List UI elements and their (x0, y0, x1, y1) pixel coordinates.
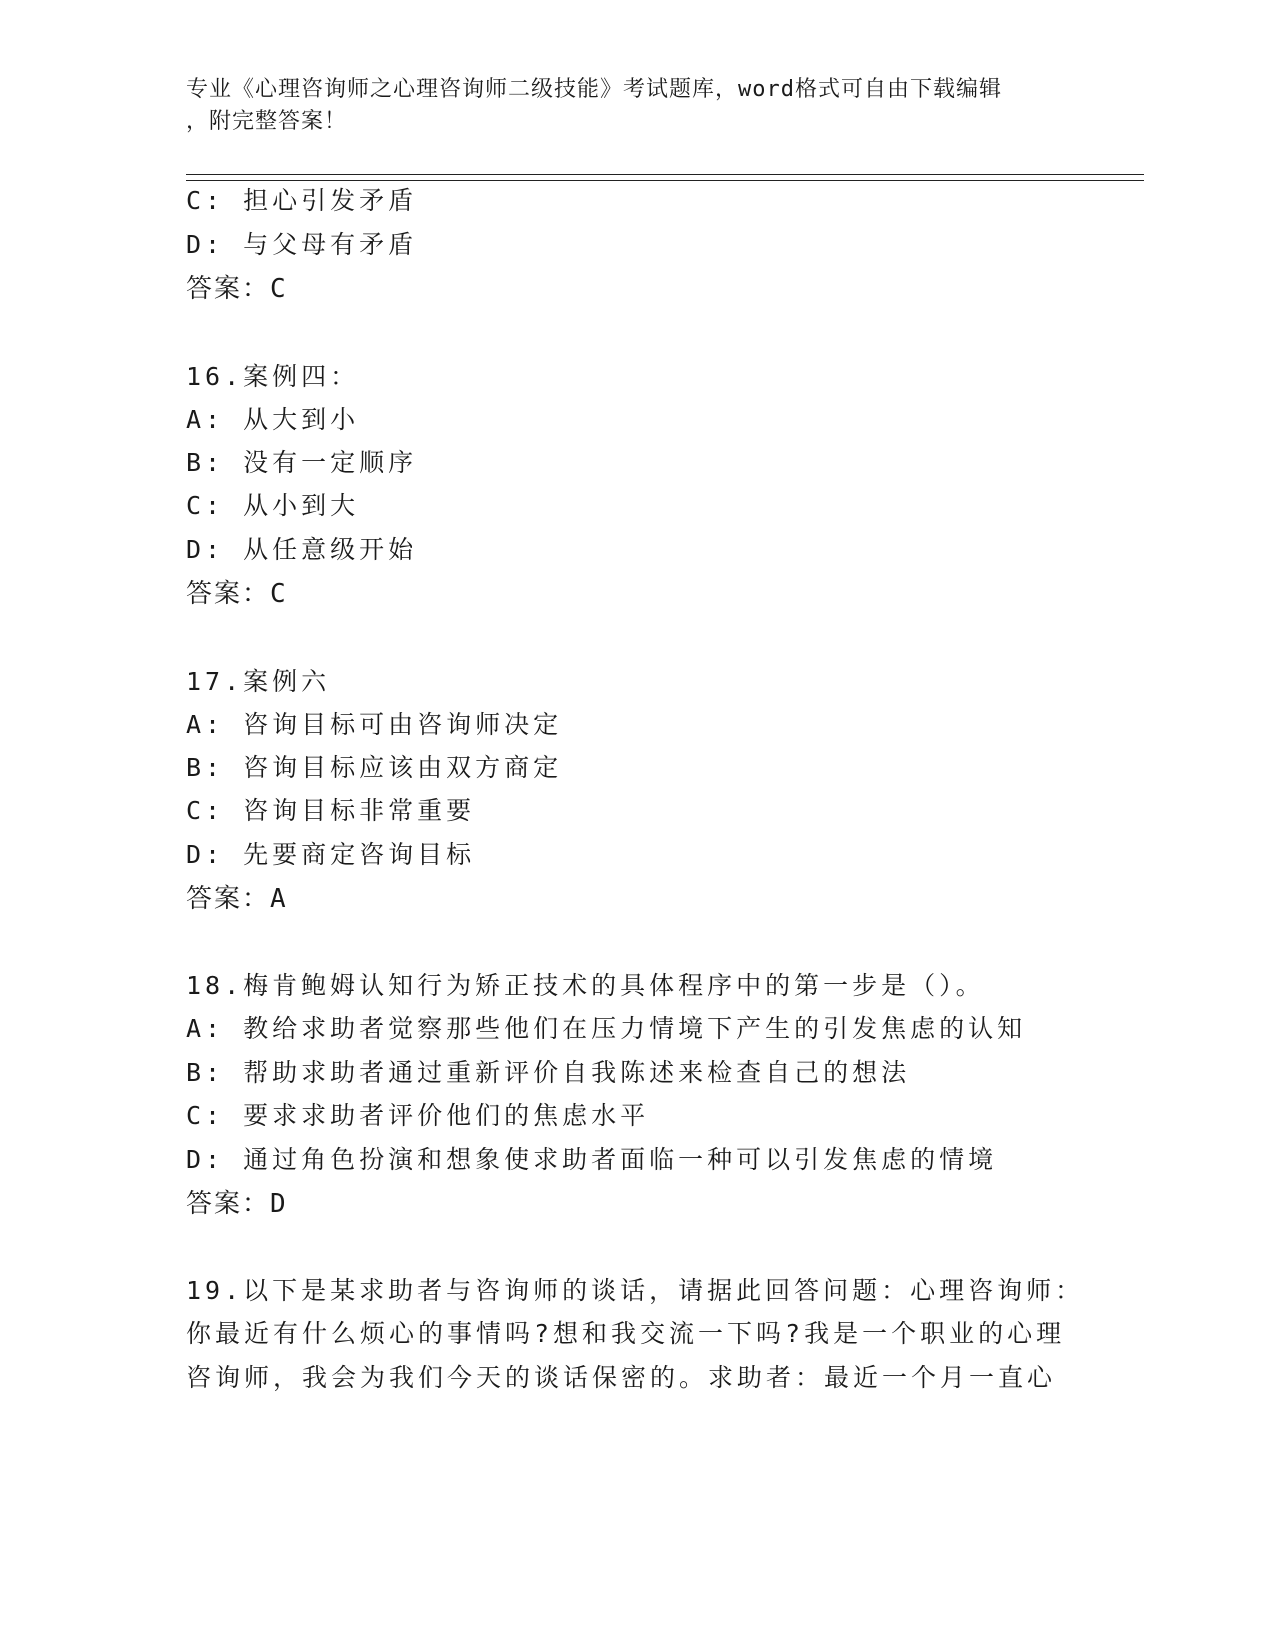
q19-stem-line-2: 你最近有什么烦心的事情吗?想和我交流一下吗?我是一个职业的心理 (186, 1319, 1066, 1348)
q18-answer: 答案：D (186, 1189, 288, 1219)
q19-stem-line-1: 19.以下是某求助者与咨询师的谈话，请据此回答问题：心理咨询师： (186, 1276, 1085, 1305)
q16-option-b: B: 没有一定顺序 (186, 448, 418, 477)
q17-option-a: A: 咨询目标可由咨询师决定 (186, 710, 563, 739)
q18-option-b: B: 帮助求助者通过重新评价自我陈述来检查自己的想法 (186, 1058, 911, 1087)
q16-option-c: C: 从小到大 (186, 491, 360, 520)
q17-answer: 答案：A (186, 884, 288, 914)
q17-stem: 17.案例六 (186, 667, 331, 696)
header-rule-bottom (186, 180, 1144, 181)
q15-option-c: C: 担心引发矛盾 (186, 186, 418, 215)
header-rule-top (186, 174, 1144, 175)
q18-stem: 18.梅肯鲍姆认知行为矫正技术的具体程序中的第一步是（）。 (186, 971, 985, 1000)
q15-option-d: D: 与父母有矛盾 (186, 230, 418, 259)
header-line-1: 专业《心理咨询师之心理咨询师二级技能》考试题库，word格式可自由下载编辑 (186, 77, 1002, 102)
q19-stem-line-3: 咨询师，我会为我们今天的谈话保密的。求助者：最近一个月一直心 (186, 1363, 1057, 1392)
q15-answer: 答案：C (186, 274, 288, 304)
q18-option-d: D: 通过角色扮演和想象使求助者面临一种可以引发焦虑的情境 (186, 1145, 998, 1174)
q17-option-c: C: 咨询目标非常重要 (186, 796, 476, 825)
q18-option-a: A: 教给求助者觉察那些他们在压力情境下产生的引发焦虑的认知 (186, 1014, 1027, 1043)
page-header (186, 74, 1086, 138)
q16-option-d: D: 从任意级开始 (186, 535, 418, 564)
q16-stem: 16.案例四： (186, 362, 360, 391)
q17-option-b: B: 咨询目标应该由双方商定 (186, 753, 563, 782)
q18-option-c: C: 要求求助者评价他们的焦虑水平 (186, 1101, 650, 1130)
q16-answer: 答案：C (186, 579, 288, 609)
q17-option-d: D: 先要商定咨询目标 (186, 840, 476, 869)
header-line-2: ，附完整答案！ (186, 109, 348, 134)
q16-option-a: A: 从大到小 (186, 405, 360, 434)
